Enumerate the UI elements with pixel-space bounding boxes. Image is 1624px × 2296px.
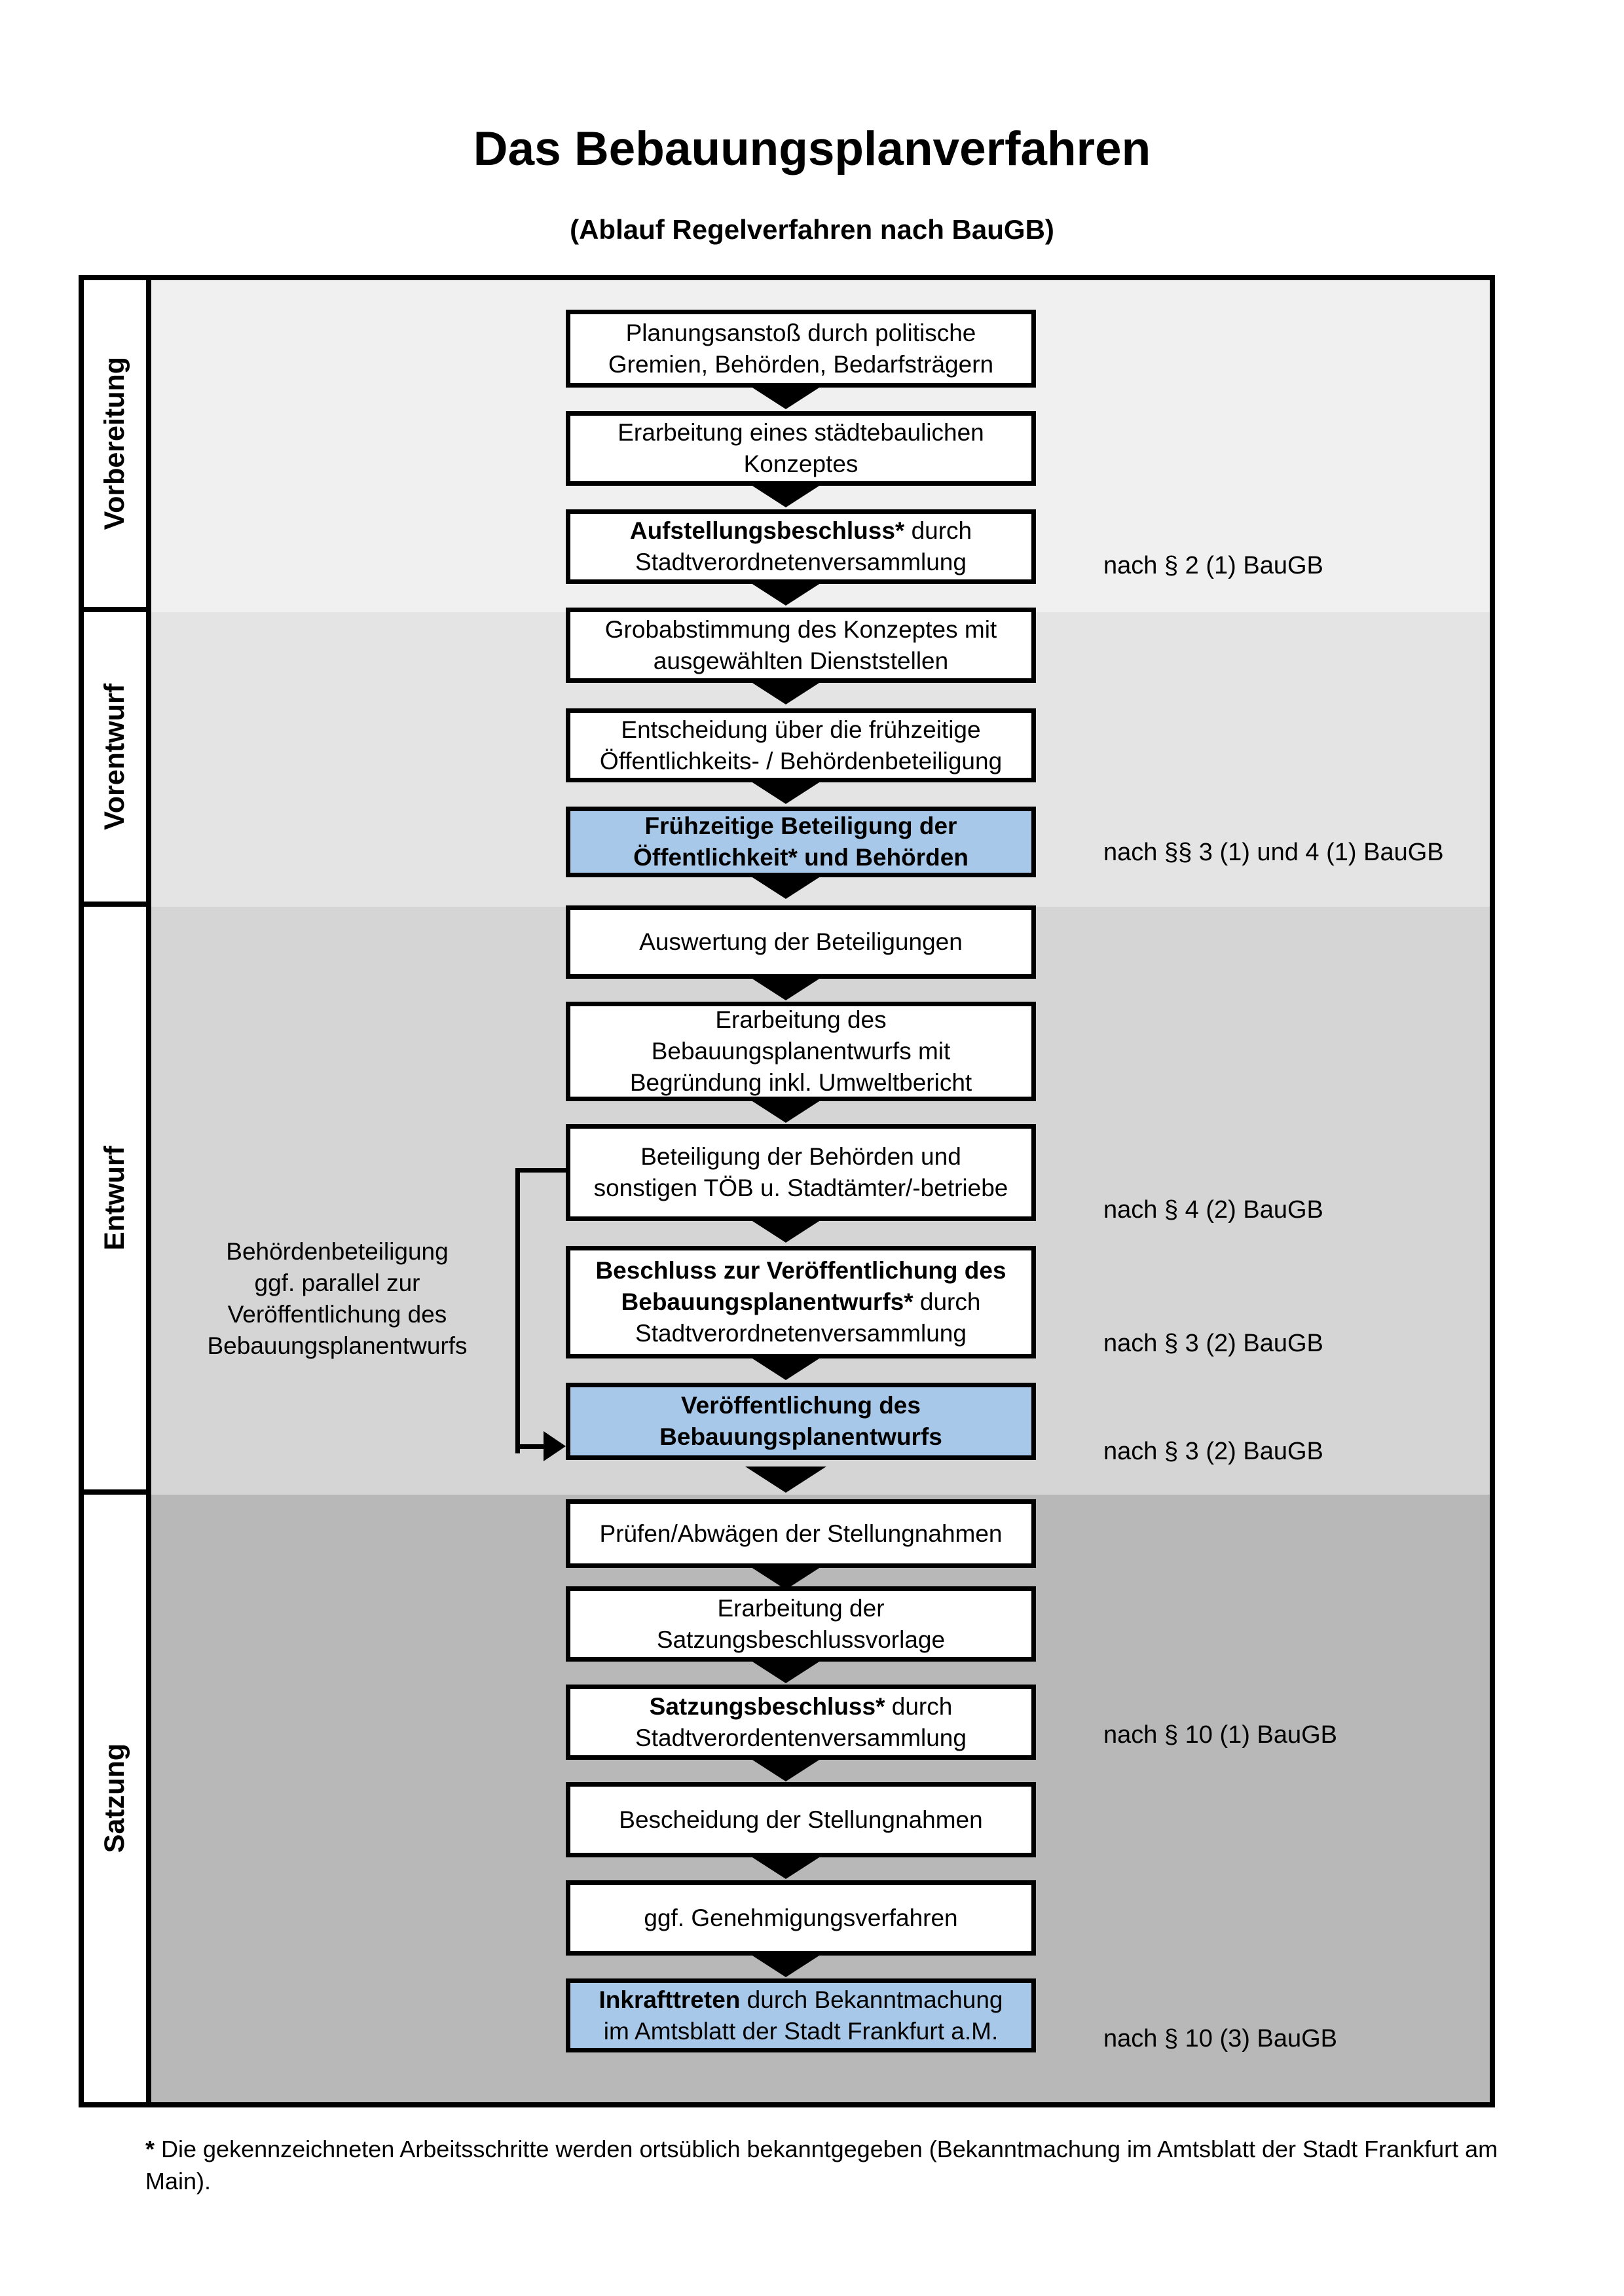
phase-label-cell xyxy=(84,1495,151,2102)
law-ref: nach § 3 (2) BauGB xyxy=(1103,1330,1323,1357)
box-line: Stadtverordnetenversammlung xyxy=(635,1320,967,1347)
down-arrow-icon xyxy=(745,1097,826,1123)
box-line: ggf. Genehmigungsverfahren xyxy=(644,1904,958,1931)
footnote-marker: * xyxy=(145,2136,155,2162)
box-line: Frühzeitige Beteiligung der xyxy=(644,812,957,839)
box-line: Erarbeitung des xyxy=(715,1006,887,1033)
box-line: Begründung inkl. Umweltbericht xyxy=(629,1069,972,1096)
down-arrow-icon xyxy=(745,1951,826,1977)
box-line: Inkrafttreten durch Bekanntmachung xyxy=(599,1986,1003,2013)
down-arrow-icon xyxy=(745,678,826,704)
footnote xyxy=(145,2133,1504,2197)
step-box-veroeffentlichung xyxy=(566,1383,1036,1460)
box-line: Planungsanstoß durch politische xyxy=(625,319,976,346)
down-arrow-icon xyxy=(745,873,826,899)
down-arrow-icon xyxy=(745,1755,826,1781)
law-ref: nach § 10 (3) BauGB xyxy=(1103,2025,1337,2052)
phase-label: Satzung xyxy=(99,1743,130,1853)
phase-label-cell xyxy=(84,907,151,1495)
down-arrow-icon xyxy=(745,1354,826,1380)
down-arrow-icon xyxy=(745,481,826,507)
box-line: Grobabstimmung des Konzeptes mit xyxy=(604,615,997,643)
side-note xyxy=(164,1236,511,1362)
box-line: Erarbeitung der xyxy=(717,1594,885,1622)
box-line: Bebauungsplanentwurfs mit xyxy=(651,1038,951,1065)
step-box-veroeffentlichungsbeschluss xyxy=(566,1246,1036,1358)
box-line: Veröffentlichung des xyxy=(681,1392,921,1419)
step-box-entscheidung-beteiligung xyxy=(566,708,1036,782)
down-arrow-icon xyxy=(745,1563,826,1590)
step-box-aufstellungsbeschluss xyxy=(566,509,1036,584)
down-arrow-icon xyxy=(745,1467,826,1493)
box-line: Stadtverordentenversammlung xyxy=(635,1724,967,1751)
down-arrow-icon xyxy=(745,1216,826,1243)
box-line: Entscheidung über die frühzeitige xyxy=(621,716,981,743)
box-line: Bescheidung der Stellungnahmen xyxy=(619,1806,983,1833)
step-box-satzungsbeschluss xyxy=(566,1685,1036,1760)
step-box-inkrafttreten xyxy=(566,1978,1036,2052)
step-box-genehmigungsverfahren xyxy=(566,1880,1036,1956)
box-line: Bebauungsplanentwurfs xyxy=(659,1423,942,1450)
footnote-text: Die gekennzeichneten Arbeitsschritte werden ortsüblich bekanntgegeben (Bekanntmachung im Amtsblatt der Stadt Frankfurt am Main). xyxy=(145,2136,1498,2195)
down-arrow-icon xyxy=(745,1657,826,1683)
box-line: Bebauungsplanentwurfs* durch xyxy=(621,1288,981,1315)
phase-label: Vorentwurf xyxy=(99,683,130,830)
side-note-line: Veröffentlichung des xyxy=(227,1301,447,1328)
side-note-line: Behördenbeteiligung xyxy=(226,1238,449,1265)
box-line: Aufstellungsbeschluss* durch xyxy=(629,517,972,544)
box-line: im Amtsblatt der Stadt Frankfurt a.M. xyxy=(603,2017,999,2045)
law-ref: nach §§ 3 (1) und 4 (1) BauGB xyxy=(1103,839,1444,866)
law-ref: nach § 2 (1) BauGB xyxy=(1103,552,1323,579)
box-line: ausgewählten Dienststellen xyxy=(653,647,949,674)
side-note-line: Bebauungsplanentwurfs xyxy=(207,1332,468,1359)
down-arrow-icon xyxy=(745,579,826,606)
step-box-grobabstimmung xyxy=(566,608,1036,683)
step-box-planungsanstoss xyxy=(566,310,1036,388)
down-arrow-icon xyxy=(745,383,826,409)
down-arrow-icon xyxy=(745,1853,826,1879)
step-box-fruehzeitige-beteiligung xyxy=(566,807,1036,877)
page-title: Das Bebauungsplanverfahren xyxy=(473,122,1151,175)
box-line: Satzungsbeschluss* durch xyxy=(649,1692,953,1720)
phase-label: Entwurf xyxy=(99,1145,130,1251)
box-line: Gremien, Behörden, Bedarfsträgern xyxy=(608,350,994,378)
box-line: Stadtverordnetenversammlung xyxy=(635,549,967,575)
connector-line-top xyxy=(515,1168,566,1173)
box-line: Beschluss zur Veröffentlichung des xyxy=(595,1257,1006,1284)
box-line: Auswertung der Beteiligungen xyxy=(639,928,963,955)
law-ref: nach § 10 (1) BauGB xyxy=(1103,1721,1337,1749)
box-line: Satzungsbeschlussvorlage xyxy=(656,1626,946,1653)
step-box-satzungsvorlage xyxy=(566,1586,1036,1662)
step-box-konzept-erarbeitung xyxy=(566,411,1036,486)
phase-label-cell xyxy=(84,280,151,612)
law-ref: nach § 3 (2) BauGB xyxy=(1103,1438,1323,1465)
step-box-entwurf-erarbeitung xyxy=(566,1002,1036,1101)
connector-line-vertical xyxy=(515,1168,520,1453)
box-line: Prüfen/Abwägen der Stellungnahmen xyxy=(599,1520,1003,1547)
box-line: Erarbeitung eines städtebaulichen xyxy=(618,419,984,446)
step-box-bescheidung xyxy=(566,1782,1036,1857)
phase-label-cell xyxy=(84,612,151,907)
box-line: Öffentlichkeit* und Behörden xyxy=(633,844,969,871)
down-arrow-icon xyxy=(745,974,826,1000)
connector-arrow-icon xyxy=(544,1431,566,1461)
law-ref: nach § 4 (2) BauGB xyxy=(1103,1196,1323,1224)
step-box-pruefen-abwaegen xyxy=(566,1499,1036,1568)
phase-label: Vorbereitung xyxy=(99,357,130,530)
step-box-behoerdenbeteiligung xyxy=(566,1124,1036,1221)
box-line: Öffentlichkeits- / Behördenbeteiligung xyxy=(599,747,1003,774)
box-line: Konzeptes xyxy=(743,450,858,477)
box-line: Beteiligung der Behörden und xyxy=(640,1143,961,1170)
step-box-auswertung xyxy=(566,905,1036,979)
box-line: sonstigen TÖB u. Stadtämter/-betriebe xyxy=(593,1175,1008,1201)
down-arrow-icon xyxy=(745,778,826,804)
page-subtitle: (Ablauf Regelverfahren nach BauGB) xyxy=(570,214,1054,245)
connector-line-bottom xyxy=(515,1444,547,1449)
side-note-line: ggf. parallel zur xyxy=(254,1269,420,1296)
